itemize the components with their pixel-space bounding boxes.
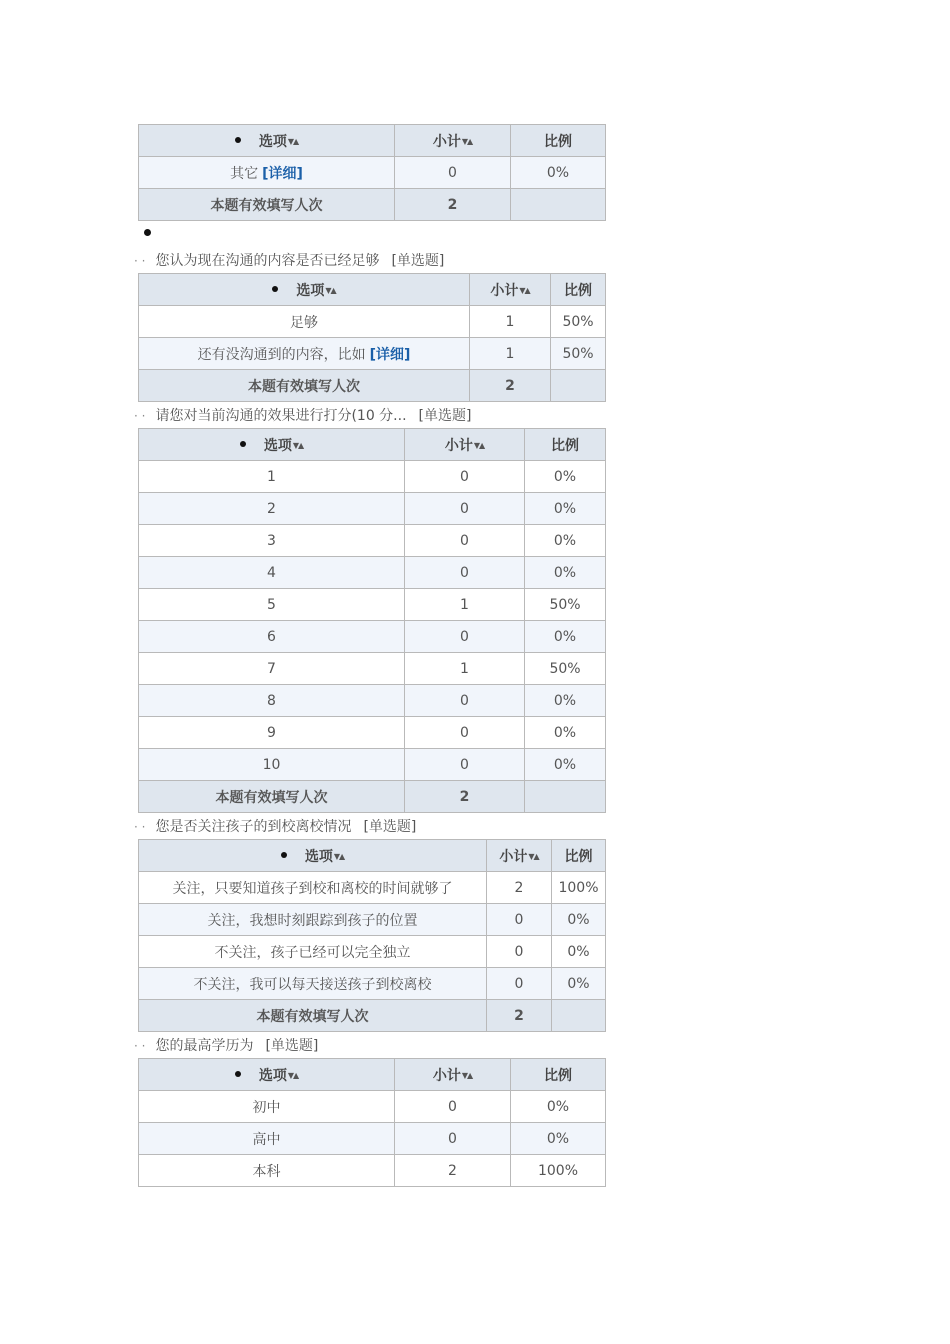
count-cell: 2 [395, 1155, 511, 1187]
sort-arrows-icon[interactable]: ▼▲ [325, 286, 336, 295]
question-title [134, 813, 605, 839]
survey-results [134, 124, 605, 1187]
option-cell [139, 904, 487, 936]
option-label: 初中 [252, 1099, 281, 1116]
ratio-cell: 0% [552, 968, 606, 1000]
header-count[interactable] [395, 125, 511, 157]
count-cell: 1 [405, 653, 525, 685]
count-cell: 0 [405, 749, 525, 781]
bullet-icon [235, 137, 241, 143]
option-cell [139, 621, 405, 653]
ratio-cell: 0% [525, 493, 606, 525]
total-count: 2 [470, 370, 551, 402]
sort-arrows-icon[interactable]: ▼▲ [473, 441, 485, 450]
detail-link[interactable]: [详细] [369, 346, 411, 363]
header-count[interactable] [470, 274, 551, 306]
header-option[interactable] [139, 1059, 395, 1091]
option-cell [139, 157, 395, 189]
option-cell [139, 653, 405, 685]
table-header-row [139, 274, 606, 306]
option-cell [139, 872, 487, 904]
sort-arrows-icon[interactable]: ▼▲ [287, 137, 299, 146]
question-type: [单选题] [265, 1038, 319, 1054]
count-cell: 0 [405, 621, 525, 653]
count-cell: 0 [395, 1123, 511, 1155]
option-label: 足够 [290, 314, 318, 331]
total-row [139, 370, 606, 402]
total-ratio [551, 370, 606, 402]
table-row [139, 717, 606, 749]
header-option-label: 选项 [258, 1067, 287, 1084]
table-row [139, 685, 606, 717]
sort-arrows-icon[interactable]: ▼▲ [461, 1071, 473, 1080]
question-marker: · · [134, 409, 146, 423]
header-option-label: 选项 [304, 848, 333, 865]
option-label: 其它 [230, 165, 259, 182]
header-ratio [511, 1059, 606, 1091]
table-row [139, 461, 606, 493]
table-row [139, 653, 606, 685]
table-row [139, 589, 606, 621]
header-ratio-label: 比例 [544, 1067, 572, 1084]
ratio-cell: 50% [525, 653, 606, 685]
question-text: 您的最高学历为 [155, 1038, 254, 1054]
option-label: 10 [262, 756, 281, 773]
results-table [138, 124, 606, 221]
count-cell: 2 [487, 872, 552, 904]
sort-arrows-icon[interactable]: ▼▲ [461, 137, 473, 146]
total-label: 本题有效填写人次 [139, 370, 470, 402]
header-count-label: 小计 [444, 437, 473, 454]
header-count[interactable] [405, 429, 525, 461]
ratio-cell: 50% [525, 589, 606, 621]
question-text: 您是否关注孩子的到校离校情况 [155, 819, 352, 835]
option-label: 高中 [252, 1131, 281, 1148]
total-count: 2 [405, 781, 525, 813]
table-row [139, 1123, 606, 1155]
results-table [138, 273, 606, 402]
question-text: 请您对当前沟通的效果进行打分(10 分... [155, 408, 407, 424]
question-title [134, 402, 605, 428]
header-count[interactable] [395, 1059, 511, 1091]
results-table [138, 839, 606, 1032]
option-cell [139, 557, 405, 589]
header-ratio [551, 274, 606, 306]
total-label: 本题有效填写人次 [139, 1000, 487, 1032]
bullet-icon [240, 441, 246, 447]
header-ratio-label: 比例 [551, 437, 579, 454]
sort-arrows-icon[interactable]: ▼▲ [287, 1071, 299, 1080]
ratio-cell: 100% [511, 1155, 606, 1187]
sort-arrows-icon[interactable]: ▼▲ [519, 286, 530, 295]
option-cell [139, 461, 405, 493]
question-text: 您认为现在沟通的内容是否已经足够 [155, 253, 380, 269]
table-header-row [139, 125, 606, 157]
total-ratio [525, 781, 606, 813]
table-row [139, 621, 606, 653]
header-count-label: 小计 [490, 282, 519, 299]
option-label: 4 [267, 564, 276, 581]
table-row [139, 157, 606, 189]
header-option[interactable] [139, 429, 405, 461]
ratio-cell: 0% [511, 157, 606, 189]
ratio-cell: 0% [525, 461, 606, 493]
option-cell [139, 1091, 395, 1123]
total-row [139, 781, 606, 813]
header-ratio [552, 840, 606, 872]
total-row [139, 1000, 606, 1032]
option-cell [139, 968, 487, 1000]
header-option-label: 选项 [263, 437, 292, 454]
ratio-cell: 0% [525, 749, 606, 781]
question-marker: · · [134, 820, 146, 834]
option-cell [139, 525, 405, 557]
header-option[interactable] [139, 274, 470, 306]
header-option-label: 选项 [296, 282, 325, 299]
header-option[interactable] [139, 125, 395, 157]
header-ratio [511, 125, 606, 157]
ratio-cell: 50% [551, 306, 606, 338]
count-cell: 0 [405, 717, 525, 749]
option-cell [139, 306, 470, 338]
question-title [134, 1032, 605, 1058]
count-cell: 0 [405, 685, 525, 717]
ratio-cell: 0% [525, 557, 606, 589]
detail-link[interactable]: [详细] [262, 165, 303, 182]
total-count: 2 [395, 189, 511, 221]
table-row [139, 306, 606, 338]
header-ratio [525, 429, 606, 461]
total-label: 本题有效填写人次 [139, 189, 395, 221]
option-label: 还有没沟通到的内容，比如 [197, 346, 366, 363]
table-header-row [139, 1059, 606, 1091]
count-cell: 0 [487, 936, 552, 968]
header-count-label: 小计 [432, 1067, 461, 1084]
results-table [138, 428, 606, 813]
option-cell [139, 717, 405, 749]
option-label: 8 [267, 692, 276, 709]
count-cell: 0 [405, 461, 525, 493]
count-cell: 1 [470, 306, 551, 338]
table-row [139, 749, 606, 781]
option-label: 9 [267, 724, 276, 741]
table-header-row [139, 840, 606, 872]
ratio-cell: 0% [525, 621, 606, 653]
option-label: 7 [267, 660, 276, 677]
option-cell [139, 749, 405, 781]
table-row [139, 968, 606, 1000]
option-label: 关注，只要知道孩子到校和离校的时间就够了 [172, 880, 453, 897]
option-cell [139, 493, 405, 525]
count-cell: 0 [487, 904, 552, 936]
question-marker: · · [134, 254, 146, 268]
table-row [139, 338, 606, 370]
sort-arrows-icon[interactable]: ▼▲ [528, 852, 539, 861]
bullet-icon [144, 229, 151, 236]
table-row [139, 872, 606, 904]
total-ratio [552, 1000, 606, 1032]
header-count[interactable] [487, 840, 552, 872]
count-cell: 0 [395, 1091, 511, 1123]
stray-bullet [138, 221, 605, 247]
option-label: 不关注，孩子已经可以完全独立 [214, 944, 411, 961]
question-type: [单选题] [363, 819, 417, 835]
option-label: 不关注，我可以每天接送孩子到校离校 [193, 976, 432, 993]
question-type: [单选题] [418, 408, 472, 424]
ratio-cell: 0% [525, 685, 606, 717]
table-row [139, 904, 606, 936]
table-header-row [139, 429, 606, 461]
option-cell [139, 589, 405, 621]
sort-arrows-icon[interactable]: ▼▲ [333, 852, 345, 861]
option-label: 关注，我想时刻跟踪到孩子的位置 [207, 912, 418, 929]
table-row [139, 493, 606, 525]
header-ratio-label: 比例 [544, 133, 572, 150]
bullet-icon [272, 286, 278, 292]
bullet-icon [281, 852, 287, 858]
table-row [139, 936, 606, 968]
option-label: 2 [267, 500, 276, 517]
option-label: 5 [267, 596, 276, 613]
option-label: 本科 [252, 1163, 281, 1180]
count-cell: 0 [405, 493, 525, 525]
ratio-cell: 0% [511, 1091, 606, 1123]
count-cell: 0 [487, 968, 552, 1000]
ratio-cell: 0% [552, 904, 606, 936]
count-cell: 0 [405, 557, 525, 589]
option-cell [139, 1123, 395, 1155]
count-cell: 1 [470, 338, 551, 370]
ratio-cell: 50% [551, 338, 606, 370]
header-option[interactable] [139, 840, 487, 872]
table-row [139, 557, 606, 589]
sort-arrows-icon[interactable]: ▼▲ [292, 441, 304, 450]
option-label: 6 [267, 628, 276, 645]
option-cell [139, 1155, 395, 1187]
ratio-cell: 100% [552, 872, 606, 904]
count-cell: 1 [405, 589, 525, 621]
option-label: 3 [267, 532, 276, 549]
header-option-label: 选项 [258, 133, 287, 150]
option-label: 1 [267, 468, 276, 485]
table-row [139, 1091, 606, 1123]
count-cell: 0 [405, 525, 525, 557]
total-count: 2 [487, 1000, 552, 1032]
ratio-cell: 0% [525, 525, 606, 557]
option-cell [139, 936, 487, 968]
ratio-cell: 0% [552, 936, 606, 968]
option-cell [139, 685, 405, 717]
total-label: 本题有效填写人次 [139, 781, 405, 813]
results-table [138, 1058, 606, 1187]
question-marker: · · [134, 1039, 146, 1053]
question-type: [单选题] [391, 253, 445, 269]
header-ratio-label: 比例 [564, 848, 593, 865]
count-cell: 0 [395, 157, 511, 189]
table-row [139, 1155, 606, 1187]
total-ratio [511, 189, 606, 221]
header-count-label: 小计 [499, 848, 528, 865]
option-cell [139, 338, 470, 370]
bullet-icon [235, 1071, 241, 1077]
table-row [139, 525, 606, 557]
ratio-cell: 0% [525, 717, 606, 749]
header-ratio-label: 比例 [564, 282, 592, 299]
ratio-cell: 0% [511, 1123, 606, 1155]
question-title [134, 247, 605, 273]
total-row [139, 189, 606, 221]
header-count-label: 小计 [432, 133, 461, 150]
